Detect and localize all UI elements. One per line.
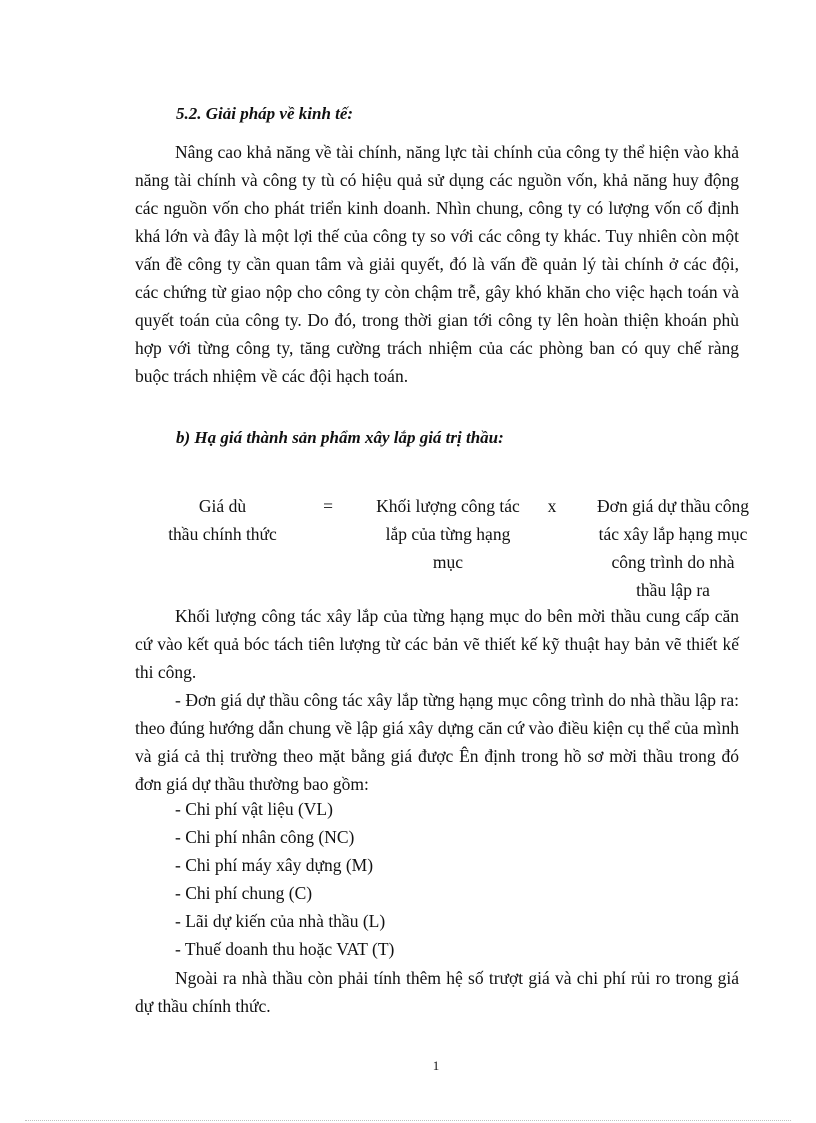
paragraph-closing: Ngoài ra nhà thầu còn phải tính thêm hệ số trượt giá và chi phí rủi ro trong giá dự thầu chính thức. (135, 968, 739, 1016)
cost-item: - Chi phí nhân công (NC) (175, 827, 355, 847)
cost-item: - Chi phí chung (C) (175, 883, 313, 903)
cost-item: - Chi phí vật liệu (VL) (175, 799, 333, 819)
cost-item: - Thuế doanh thu hoặc VAT (T) (175, 939, 395, 959)
formula-term-price-line2: thầu chính thức (168, 524, 277, 544)
page-number: 1 (432, 1058, 440, 1073)
formula-term-unit-line2: tác xây lắp hạng mục (598, 524, 748, 544)
cost-item: - Lãi dự kiến của nhà thầu (L) (175, 911, 386, 931)
paragraph-unit-price: - Đơn giá dự thầu công tác xây lắp từng hạng mục công trình do nhà thầu lập ra: theo đúng hướng dẫn chung về lập giá xây dựng căn cứ vào điều kiện cụ thể của mình và giá cả thị trường theo mặt bằng giá được Ên định trong hồ sơ mời thầu trong đó đơn giá dự thầu thường bao gồm: (135, 690, 739, 794)
formula-term-unit-line4: thầu lập ra (636, 580, 710, 600)
formula-term-volume (360, 492, 536, 576)
cost-item: - Chi phí máy xây dựng (M) (175, 855, 374, 875)
formula-term-price (150, 492, 295, 548)
subheading-b: b) Hạ giá thành sản phẩm xây lắp giá trị thầu: (176, 428, 504, 447)
formula-times-sign: x (547, 496, 557, 516)
page-bottom-divider (25, 1120, 791, 1121)
formula-term-unit-price (580, 492, 766, 604)
formula-term-volume-line1: Khối lượng công tác (376, 496, 520, 516)
formula-term-volume-line3: mục (432, 552, 464, 572)
formula-equals-sign: = (323, 496, 333, 516)
paragraph-volume: Khối lượng công tác xây lắp của từng hạng mục do bên mời thầu cung cấp căn cứ vào kết quả bóc tách tiên lượng từ các bản vẽ thiết kế kỹ thuật hay bản vẽ thiết kế thi công. (135, 606, 739, 682)
paragraph-finance: Nâng cao khả năng về tài chính, năng lực tài chính của công ty thể hiện vào khả năng tài chính và công ty tù có hiệu quả sử dụng các nguồn vốn, khả năng huy động các nguồn vốn cho phát triển kinh doanh. Nhìn chung, công ty có lượng vốn cố định khá lớn và đây là một lợi thế của công ty so với các công ty khác. Tuy nhiên còn một vấn đề công ty cần quan tâm và giải quyết, đó là vấn đề quản lý tài chính ở các đội, các chứng từ giao nộp cho công ty còn chậm trễ, gây khó khăn cho việc hạch toán và quyết toán của công ty. Do đó, trong thời gian tới công ty lên hoàn thiện khoán phù hợp với từng công ty, tăng cường trách nhiệm của các phòng ban có quy chế ràng buộc trách nhiệm về các đội hạch toán. (135, 142, 739, 386)
formula-term-unit-line3: công trình do nhà (611, 552, 735, 572)
formula-term-price-line1: Giá dù (198, 496, 247, 516)
formula-term-volume-line2: lắp của từng hạng (385, 524, 511, 544)
section-heading: 5.2. Giải pháp về kinh tế: (176, 104, 354, 123)
formula-term-unit-line1: Đơn giá dự thầu công (597, 496, 749, 516)
